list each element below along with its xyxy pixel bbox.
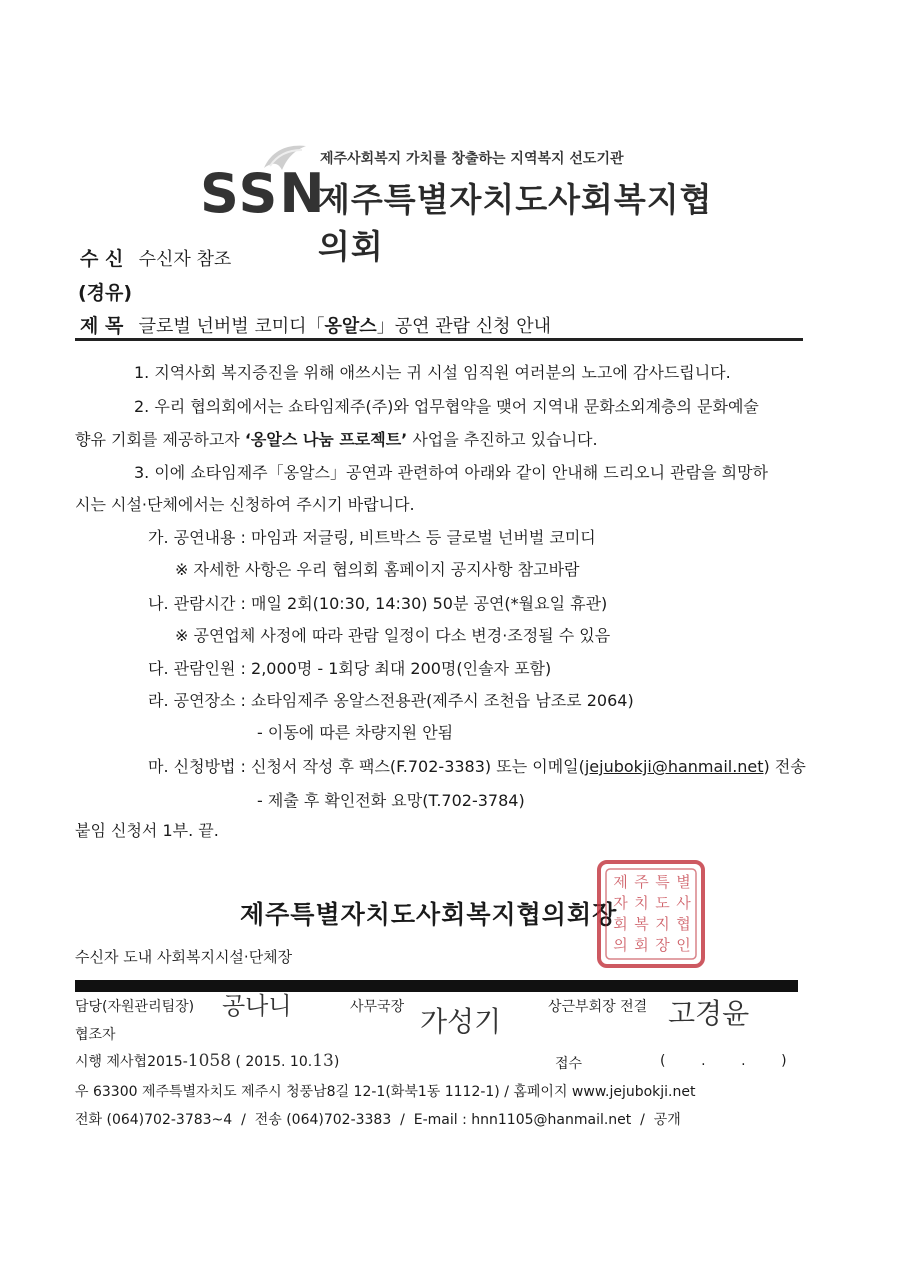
item-na-note: ※ 공연업체 사정에 따라 관람 일정이 다소 변경·조정될 수 있음 bbox=[175, 626, 611, 645]
vp-label: 상근부회장 전결 bbox=[548, 999, 648, 1015]
item-ga: 가. 공연내용 : 마임과 저글링, 비트박스 등 글로벌 넌버벌 코미디 bbox=[148, 528, 596, 547]
official-seal bbox=[595, 858, 707, 970]
attachment-line: 붙임 신청서 1부. 끝. bbox=[75, 821, 219, 840]
seal-char: 장 bbox=[655, 936, 670, 954]
item-ma-prefix: 마. 신청방법 : 신청서 작성 후 팩스(F.702-3383) 또는 이메일( bbox=[148, 757, 585, 776]
seal-char: 인 bbox=[676, 936, 691, 954]
ssn-logo: SSN bbox=[200, 162, 327, 225]
project-name: ‘옹알스 나눔 프로젝트’ bbox=[244, 430, 408, 449]
letterhead-org-name: 제주특별자치도사회복지협의회 bbox=[318, 180, 713, 266]
seal-char: 자 bbox=[613, 894, 628, 912]
seal-char: 주 bbox=[634, 873, 649, 891]
recipient-row bbox=[80, 244, 231, 271]
seal-char: 별 bbox=[676, 873, 691, 891]
issue-line bbox=[75, 1051, 339, 1071]
subject-bold: 옹알스 bbox=[324, 316, 377, 337]
staff-label: 담당(자원관리팀장) bbox=[75, 999, 195, 1015]
seal-char: 도 bbox=[655, 894, 670, 912]
issue-day: 13 bbox=[312, 1051, 334, 1071]
item-ra: 라. 공연장소 : 쇼타임제주 옹알스전용관(제주시 조천읍 남조로 2064) bbox=[148, 691, 634, 710]
paragraph-2-suffix: 사업을 추진하고 있습니다. bbox=[407, 430, 598, 449]
paragraph-2-line-2 bbox=[75, 427, 598, 450]
paragraph-2-line-1: 2. 우리 협의회에서는 쇼타임제주(주)와 업무협약을 맺어 지역내 문화소외계층의 문화예술 bbox=[134, 397, 759, 416]
subject-prefix: 글로벌 넌버벌 코미디「 bbox=[138, 316, 325, 337]
staff-signature: 공나니 bbox=[222, 992, 292, 1020]
issue-label: 시행 제사협2015- bbox=[75, 1054, 188, 1070]
letterhead-slogan: 제주사회복지 가치를 창출하는 지역복지 선도기관 bbox=[320, 151, 624, 167]
subject-suffix: 」공연 관람 신청 안내 bbox=[376, 316, 551, 337]
cooperator-label: 협조자 bbox=[75, 1027, 116, 1043]
seal-char: 회 bbox=[613, 915, 628, 933]
seal-char: 회 bbox=[634, 936, 649, 954]
footer-contact: 전화 (064)702-3783~4 / 전송 (064)702-3383 / E-mail : hnn1105@hanmail.net / 공개 bbox=[75, 1112, 681, 1128]
item-ma-note: - 제출 후 확인전화 요망(T.702-3784) bbox=[257, 791, 525, 810]
via-label: (경유) bbox=[78, 282, 133, 304]
email-link[interactable]: jejubokji@hanmail.net bbox=[584, 757, 764, 776]
seal-characters bbox=[610, 872, 694, 956]
item-ga-note: ※ 자세한 사항은 우리 협의회 홈페이지 공지사항 참고바람 bbox=[175, 560, 580, 579]
vp-signature: 고경윤 bbox=[668, 997, 750, 1030]
seal-char: 치 bbox=[634, 894, 649, 912]
recipient-label: 수 신 bbox=[80, 248, 124, 270]
paragraph-3-line-1: 3. 이에 쇼타임제주「옹알스」공연과 관련하여 아래와 같이 안내해 드리오니 관람을 희망하 bbox=[134, 463, 768, 482]
seal-char: 사 bbox=[676, 894, 691, 912]
recipients-line: 수신자 도내 사회복지시설·단체장 bbox=[75, 948, 293, 966]
recipient-value: 수신자 참조 bbox=[138, 249, 232, 270]
footer-address: 우 63300 제주특별자치도 제주시 청풍남8길 12-1(화북1동 1112-1) / 홈페이지 www.jejubokji.net bbox=[75, 1084, 696, 1100]
seal-char: 복 bbox=[634, 915, 649, 933]
seal-char: 제 bbox=[613, 873, 628, 891]
subject-row bbox=[80, 311, 551, 338]
secretary-signature: 가성기 bbox=[420, 1005, 502, 1038]
receipt-value: ( . . ) bbox=[660, 1053, 787, 1069]
item-ma-suffix: ) 전송 bbox=[763, 757, 806, 776]
approval-bar bbox=[75, 980, 798, 992]
seal-char: 협 bbox=[676, 915, 691, 933]
issue-date-prefix: ( 2015. 10. bbox=[235, 1054, 313, 1070]
seal-char: 특 bbox=[655, 873, 670, 891]
sender-name: 제주특별자치도사회복지협의회장 bbox=[240, 900, 618, 929]
seal-char: 지 bbox=[655, 915, 670, 933]
paragraph-2-prefix: 향유 기회를 제공하고자 bbox=[75, 430, 245, 449]
seal-char: 의 bbox=[613, 936, 628, 954]
receipt-label: 접수 bbox=[555, 1056, 583, 1072]
item-na: 나. 관람시간 : 매일 2회(10:30, 14:30) 50분 공연(*월요일 휴관) bbox=[148, 594, 608, 613]
header-divider bbox=[75, 338, 803, 341]
issue-number: 1058 bbox=[187, 1051, 232, 1071]
item-ra-note: - 이동에 따른 차량지원 안됨 bbox=[257, 723, 454, 742]
letterhead bbox=[200, 140, 720, 266]
issue-date-suffix: ) bbox=[333, 1054, 340, 1070]
subject-label: 제 목 bbox=[80, 315, 124, 337]
secretary-label: 사무국장 bbox=[350, 999, 405, 1015]
paragraph-3-line-2: 시는 시설·단체에서는 신청하여 주시기 바랍니다. bbox=[75, 495, 415, 514]
item-da: 다. 관람인원 : 2,000명 - 1회당 최대 200명(인솔자 포함) bbox=[148, 659, 552, 678]
paragraph-1: 1. 지역사회 복지증진을 위해 애쓰시는 귀 시설 임직원 여러분의 노고에 감사드립니다. bbox=[134, 363, 731, 382]
item-ma bbox=[148, 754, 806, 777]
